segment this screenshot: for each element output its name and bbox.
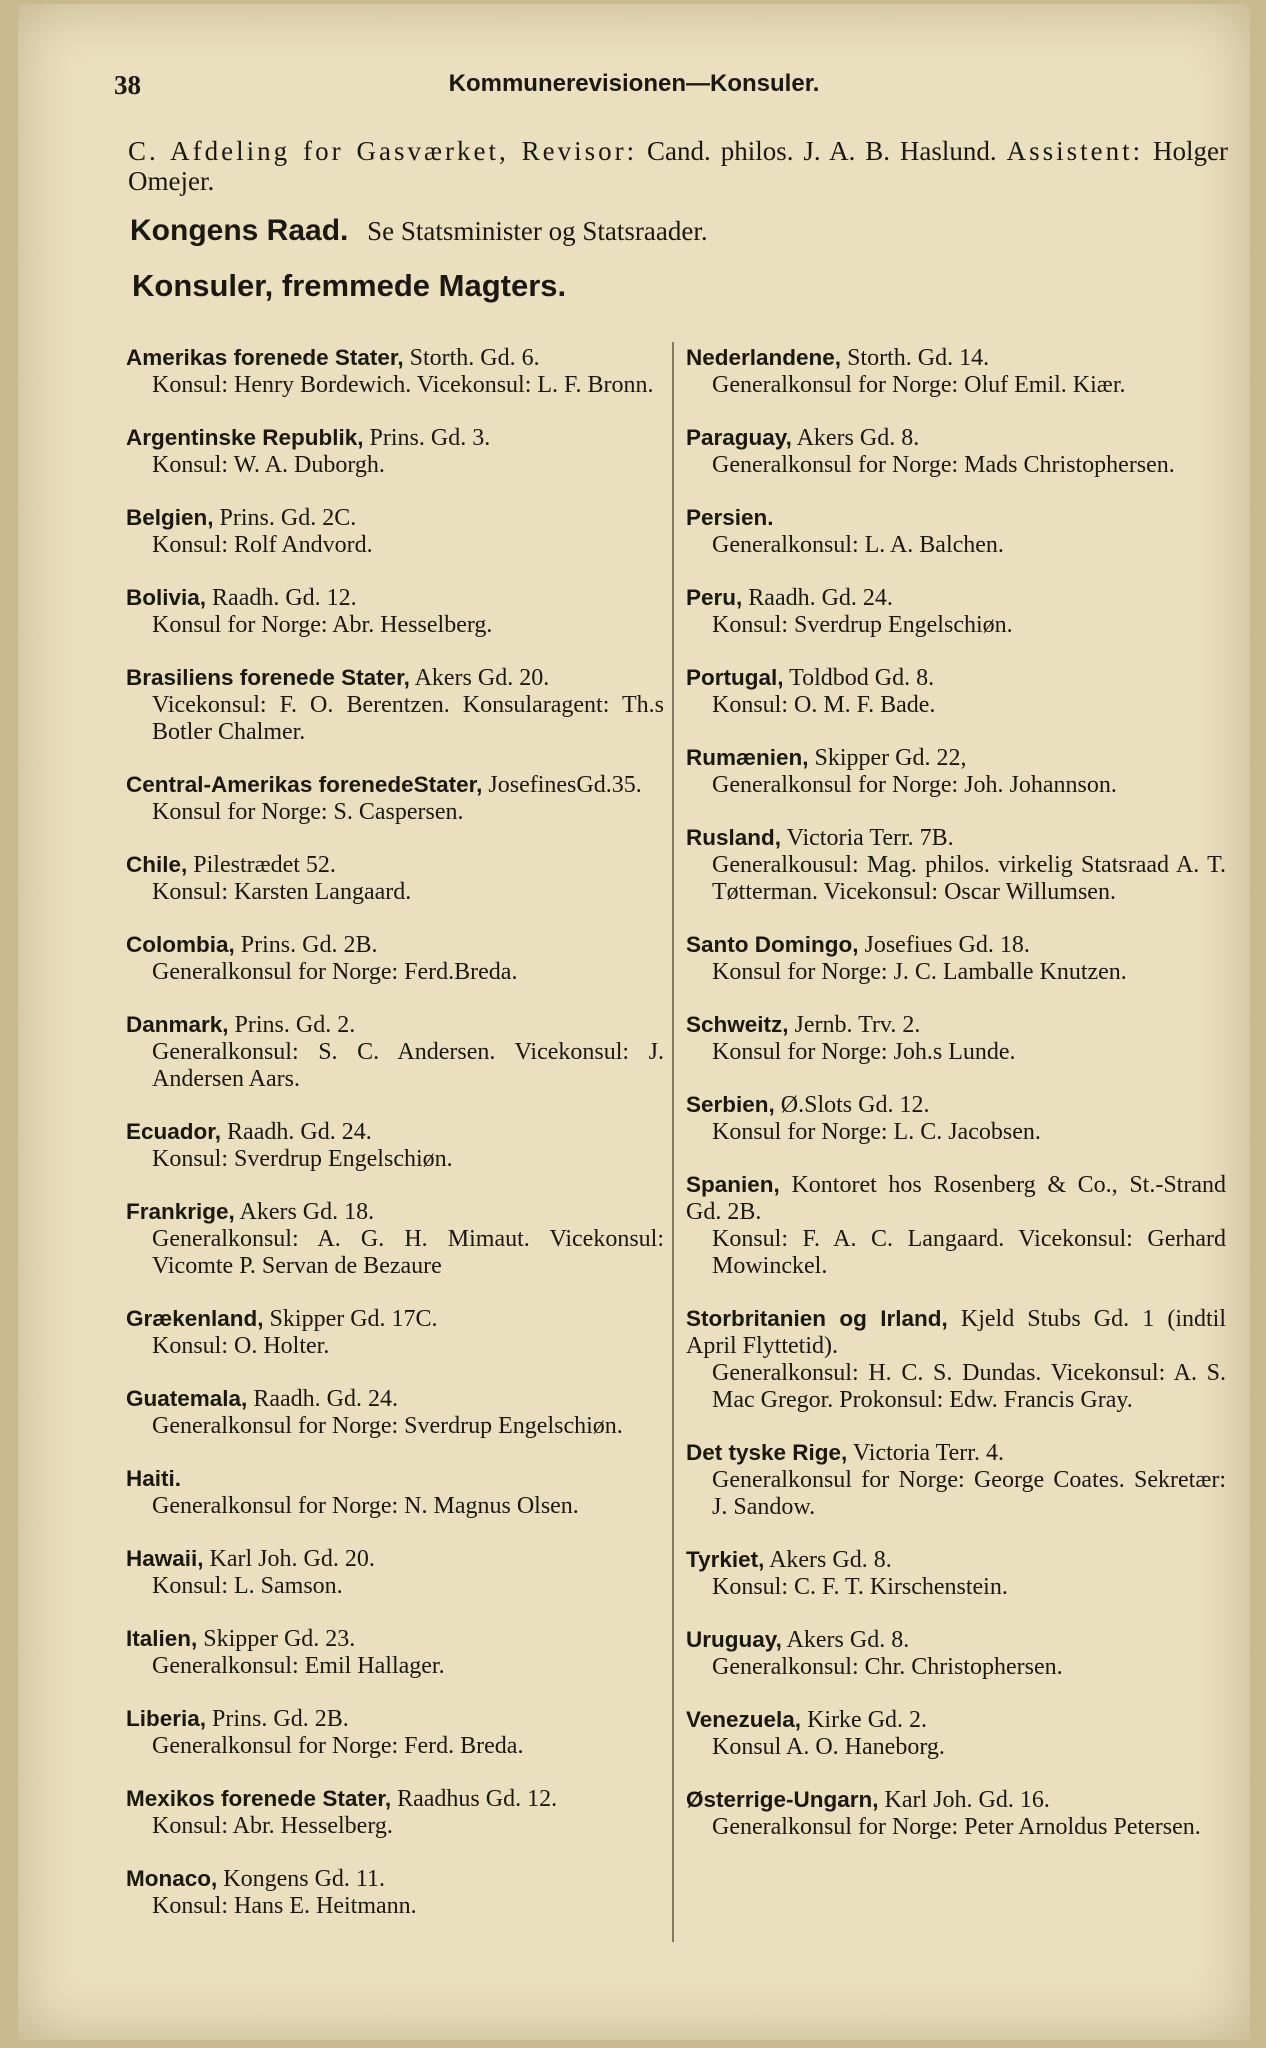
country-name: Haiti.: [126, 1466, 182, 1491]
page-header: [18, 70, 1250, 110]
consulate-address: Storth. Gd. 6.: [409, 345, 540, 371]
country-name: Portugal,: [686, 665, 784, 690]
consul-entry: [686, 344, 1226, 399]
country-name: Mexikos forenede Stater,: [126, 1786, 392, 1811]
directory-page: [18, 4, 1250, 2040]
consulate-address: Raadh. Gd. 24.: [227, 1119, 372, 1145]
consulate-address: Prins. Gd. 2B.: [240, 932, 378, 958]
right-column: [686, 344, 1226, 1866]
intro-paragraph: [128, 136, 1228, 196]
country-name: Liberia,: [126, 1706, 207, 1731]
country-name: Schweitz,: [686, 1012, 789, 1037]
consul-details: Konsul: F. A. C. Langaard. Vicekonsul: Gerhard Mowinckel.: [712, 1226, 1226, 1279]
consulate-address: Raadh. Gd. 24.: [748, 585, 893, 611]
country-name: Ecuador,: [126, 1119, 222, 1144]
consulate-address: Akers Gd. 8.: [786, 1627, 910, 1653]
consulate-address: Akers Gd. 18.: [239, 1199, 375, 1225]
consulate-address: Akers Gd. 8.: [769, 1547, 892, 1573]
consul-details: Generalkonsul: L. A. Balchen.: [712, 532, 1004, 558]
consulate-address: Kirke Gd. 2.: [807, 1707, 928, 1733]
consul-details: Generalkonsul for Norge: Ferd.Breda.: [152, 959, 518, 985]
consul-entry: [686, 504, 1226, 559]
consulate-address: Victoria Terr. 7B.: [786, 825, 954, 851]
consul-details: Generalkonsul for Norge: Sverdrup Engelschiøn.: [152, 1413, 623, 1439]
country-name: Rusland,: [686, 825, 782, 850]
consulate-address: Victoria Terr. 4.: [852, 1440, 1004, 1466]
consulate-address: Raadh. Gd. 24.: [253, 1386, 398, 1412]
consul-details: Konsul for Norge: S. Caspersen.: [152, 799, 464, 825]
consul-entry: [686, 1171, 1226, 1280]
consulate-address: Raadh. Gd. 12.: [212, 585, 357, 611]
country-name: Belgien,: [126, 505, 214, 530]
intro-assistant: Holger Omejer.: [128, 136, 1228, 196]
consul-entry: [686, 931, 1226, 986]
country-name: Rumænien,: [686, 745, 809, 770]
consulate-address: Prins. Gd. 3.: [369, 425, 491, 451]
country-name: Colombia,: [126, 932, 235, 957]
kongens-raad-line: [130, 214, 1230, 248]
consul-entry: [686, 824, 1226, 906]
kongens-raad-heading: Kongens Raad.: [130, 214, 349, 247]
country-name: Serbien,: [686, 1092, 775, 1117]
consul-details: Konsul: Henry Bordewich. Vicekonsul: L. F. Bronn.: [152, 372, 654, 398]
consulate-address: Skipper Gd. 23.: [203, 1626, 356, 1652]
country-name: Central-Amerikas forenedeStater,: [126, 772, 483, 797]
consul-details: Generalkonsul for Norge: Mads Christophersen.: [712, 452, 1175, 478]
consul-details: Konsul: Rolf Andvord.: [152, 532, 373, 558]
consulate-address: Prins. Gd. 2C.: [219, 505, 357, 531]
country-name: Chile,: [126, 852, 188, 877]
consulate-address: Toldbod Gd. 8.: [789, 665, 935, 691]
consul-details: Generalkonsul for Norge: N. Magnus Olsen.: [152, 1493, 579, 1519]
consul-entry: [126, 931, 664, 986]
kongens-raad-text: Se Statsminister og Statsraader.: [367, 216, 708, 246]
consulate-address: Storth. Gd. 14.: [847, 345, 990, 371]
country-name: Guatemala,: [126, 1386, 248, 1411]
consul-entry: [686, 584, 1226, 639]
consul-entry: [686, 1305, 1226, 1414]
country-name: Nederlandene,: [686, 345, 842, 370]
country-name: Bolivia,: [126, 585, 207, 610]
consul-details: Generalkonsul for Norge: George Coates. Sekretær: J. Sandow.: [712, 1467, 1226, 1520]
consul-details: Konsul: Sverdrup Engelschiøn.: [712, 612, 1013, 638]
consul-entry: [126, 771, 664, 826]
consul-details: Konsul: C. F. T. Kirschenstein.: [712, 1574, 1008, 1600]
consulate-address: Akers Gd. 8.: [796, 425, 920, 451]
consul-entry: [126, 1198, 664, 1280]
country-name: Italien,: [126, 1626, 198, 1651]
country-name: Argentinske Republik,: [126, 425, 364, 450]
consul-entry: [126, 1465, 664, 1520]
consul-entry: [686, 744, 1226, 799]
consul-details: Generalkonsul: Emil Hallager.: [152, 1653, 445, 1679]
consul-entry: [686, 1011, 1226, 1066]
consul-details: Konsul: L. Samson.: [152, 1573, 343, 1599]
country-name: Frankrige,: [126, 1199, 235, 1224]
consul-details: Generalkonsul for Norge: Oluf Emil. Kiær.: [712, 372, 1126, 398]
consul-details: Generalkonsul for Norge: Ferd. Breda.: [152, 1733, 524, 1759]
consul-entry: [126, 1865, 664, 1920]
consul-details: Konsul for Norge: Joh.s Lunde.: [712, 1039, 1016, 1065]
section-title: Konsuler, fremmede Magters.: [132, 268, 567, 303]
consulate-address: Prins. Gd. 2B.: [212, 1706, 349, 1732]
intro-revisor: Cand. philos. J. A. B. Haslund.: [647, 136, 997, 166]
consulate-address: Skipper Gd. 22,: [814, 745, 967, 771]
consulate-address: Kongens Gd. 11.: [223, 1866, 386, 1892]
intro-assistant-label: Assistent:: [1006, 136, 1144, 166]
consul-entry: [126, 1545, 664, 1600]
country-name: Amerikas forenede Stater,: [126, 345, 404, 370]
consulate-address: JosefinesGd.35.: [488, 772, 642, 798]
consulate-address: Kontoret hos Rosenberg & Co., St.-Strand Gd. 2B.: [686, 1172, 1226, 1225]
consul-entry: [126, 344, 664, 399]
consul-details: Konsul A. O. Haneborg.: [712, 1734, 945, 1760]
consulate-address: Ø.Slots Gd. 12.: [780, 1092, 930, 1118]
consul-entry: [126, 584, 664, 639]
consul-details: Generalkonsul for Norge: Joh. Johannson.: [712, 772, 1117, 798]
consul-details: Generalkonsul: Chr. Christophersen.: [712, 1654, 1063, 1680]
consulate-address: Karl Joh. Gd. 16.: [884, 1787, 1050, 1813]
consul-entry: [686, 1786, 1226, 1841]
country-name: Paraguay,: [686, 425, 792, 450]
country-name: Peru,: [686, 585, 743, 610]
consul-entry: [686, 1706, 1226, 1761]
consul-details: Konsul: Hans E. Heitmann.: [152, 1893, 417, 1919]
consul-details: Konsul: Sverdrup Engelschiøn.: [152, 1146, 453, 1172]
country-name: Hawaii,: [126, 1546, 204, 1571]
country-name: Danmark,: [126, 1012, 229, 1037]
consul-entry: [126, 424, 664, 479]
country-name: Monaco,: [126, 1866, 218, 1891]
consulate-address: Kjeld Stubs Gd. 1 (indtil April Flyttetid).: [686, 1306, 1227, 1359]
consul-entry: [126, 664, 664, 746]
consul-entry: [126, 1305, 664, 1360]
consul-details: Konsul: O. M. F. Bade.: [712, 692, 936, 718]
country-name: Spanien,: [686, 1172, 780, 1197]
country-name: Brasiliens forenede Stater,: [126, 665, 410, 690]
consul-entry: [686, 424, 1226, 479]
column-divider: [672, 342, 674, 1942]
country-name: Uruguay,: [686, 1627, 782, 1652]
consul-entry: [126, 1385, 664, 1440]
consulate-address: Raadhus Gd. 12.: [397, 1786, 558, 1812]
left-column: [126, 344, 664, 1945]
consul-details: Konsul for Norge: J. C. Lamballe Knutzen.: [712, 959, 1127, 985]
consul-details: Konsul: Abr. Hesselberg.: [152, 1813, 393, 1839]
consul-details: Konsul: W. A. Duborgh.: [152, 452, 385, 478]
country-name: Tyrkiet,: [686, 1547, 765, 1572]
consul-details: Konsul for Norge: L. C. Jacobsen.: [712, 1119, 1041, 1145]
country-name: Santo Domingo,: [686, 932, 859, 957]
consulate-address: Akers Gd. 20.: [414, 665, 550, 691]
country-name: Persien.: [686, 505, 774, 530]
consul-details: Generalkonsul: S. C. Andersen. Vicekonsul: J. Andersen Aars.: [152, 1039, 664, 1092]
consul-entry: [686, 664, 1226, 719]
consul-details: Vicekonsul: F. O. Berentzen. Konsularagent: Th.s Botler Chalmer.: [152, 692, 664, 745]
consul-details: Generalkonsul for Norge: Peter Arnoldus Petersen.: [712, 1814, 1201, 1840]
consul-entry: [686, 1091, 1226, 1146]
consul-entry: [126, 1625, 664, 1680]
consulate-address: Skipper Gd. 17C.: [269, 1306, 438, 1332]
consul-entry: [126, 1118, 664, 1173]
consulate-address: Karl Joh. Gd. 20.: [209, 1546, 375, 1572]
country-name: Østerrige-Ungarn,: [686, 1787, 879, 1812]
consul-details: Konsul: O. Holter.: [152, 1333, 330, 1359]
consul-details: Generalkonsul: H. C. S. Dundas. Vicekonsul: A. S. Mac Gregor. Prokonsul: Edw. Francis Gray.: [712, 1360, 1226, 1413]
consul-entry: [686, 1626, 1226, 1681]
page-number: 38: [114, 70, 141, 100]
consul-entry: [126, 504, 664, 559]
consul-details: Konsul: Karsten Langaard.: [152, 879, 412, 905]
intro-department: C. Afdeling for Gasværket, Revisor:: [128, 136, 638, 166]
consul-details: Konsul for Norge: Abr. Hesselberg.: [152, 612, 493, 638]
consul-entry: [126, 1785, 664, 1840]
consul-details: Generalkonsul: A. G. H. Mimaut. Vicekonsul: Vicomte P. Servan de Bezaure: [152, 1226, 664, 1279]
country-name: Venezuela,: [686, 1707, 802, 1732]
country-name: Det tyske Rige,: [686, 1440, 848, 1465]
consul-entry: [686, 1546, 1226, 1601]
consulate-address: Jernb. Trv. 2.: [794, 1012, 921, 1038]
consul-entry: [126, 851, 664, 906]
running-head: Kommunerevisionen—Konsuler.: [448, 70, 820, 97]
consulate-address: Josefiues Gd. 18.: [864, 932, 1030, 958]
country-name: Storbritanien og Irland,: [686, 1306, 948, 1331]
consulate-address: Pilestrædet 52.: [193, 852, 336, 878]
country-name: Grækenland,: [126, 1306, 264, 1331]
consul-entry: [126, 1011, 664, 1093]
consulate-address: Prins. Gd. 2.: [234, 1012, 356, 1038]
consul-entry: [686, 1439, 1226, 1521]
consul-details: Generalkousul: Mag. philos. virkelig Statsraad A. T. Tøtterman. Vicekonsul: Oscar Willumsen.: [712, 852, 1226, 905]
consul-entry: [126, 1705, 664, 1760]
